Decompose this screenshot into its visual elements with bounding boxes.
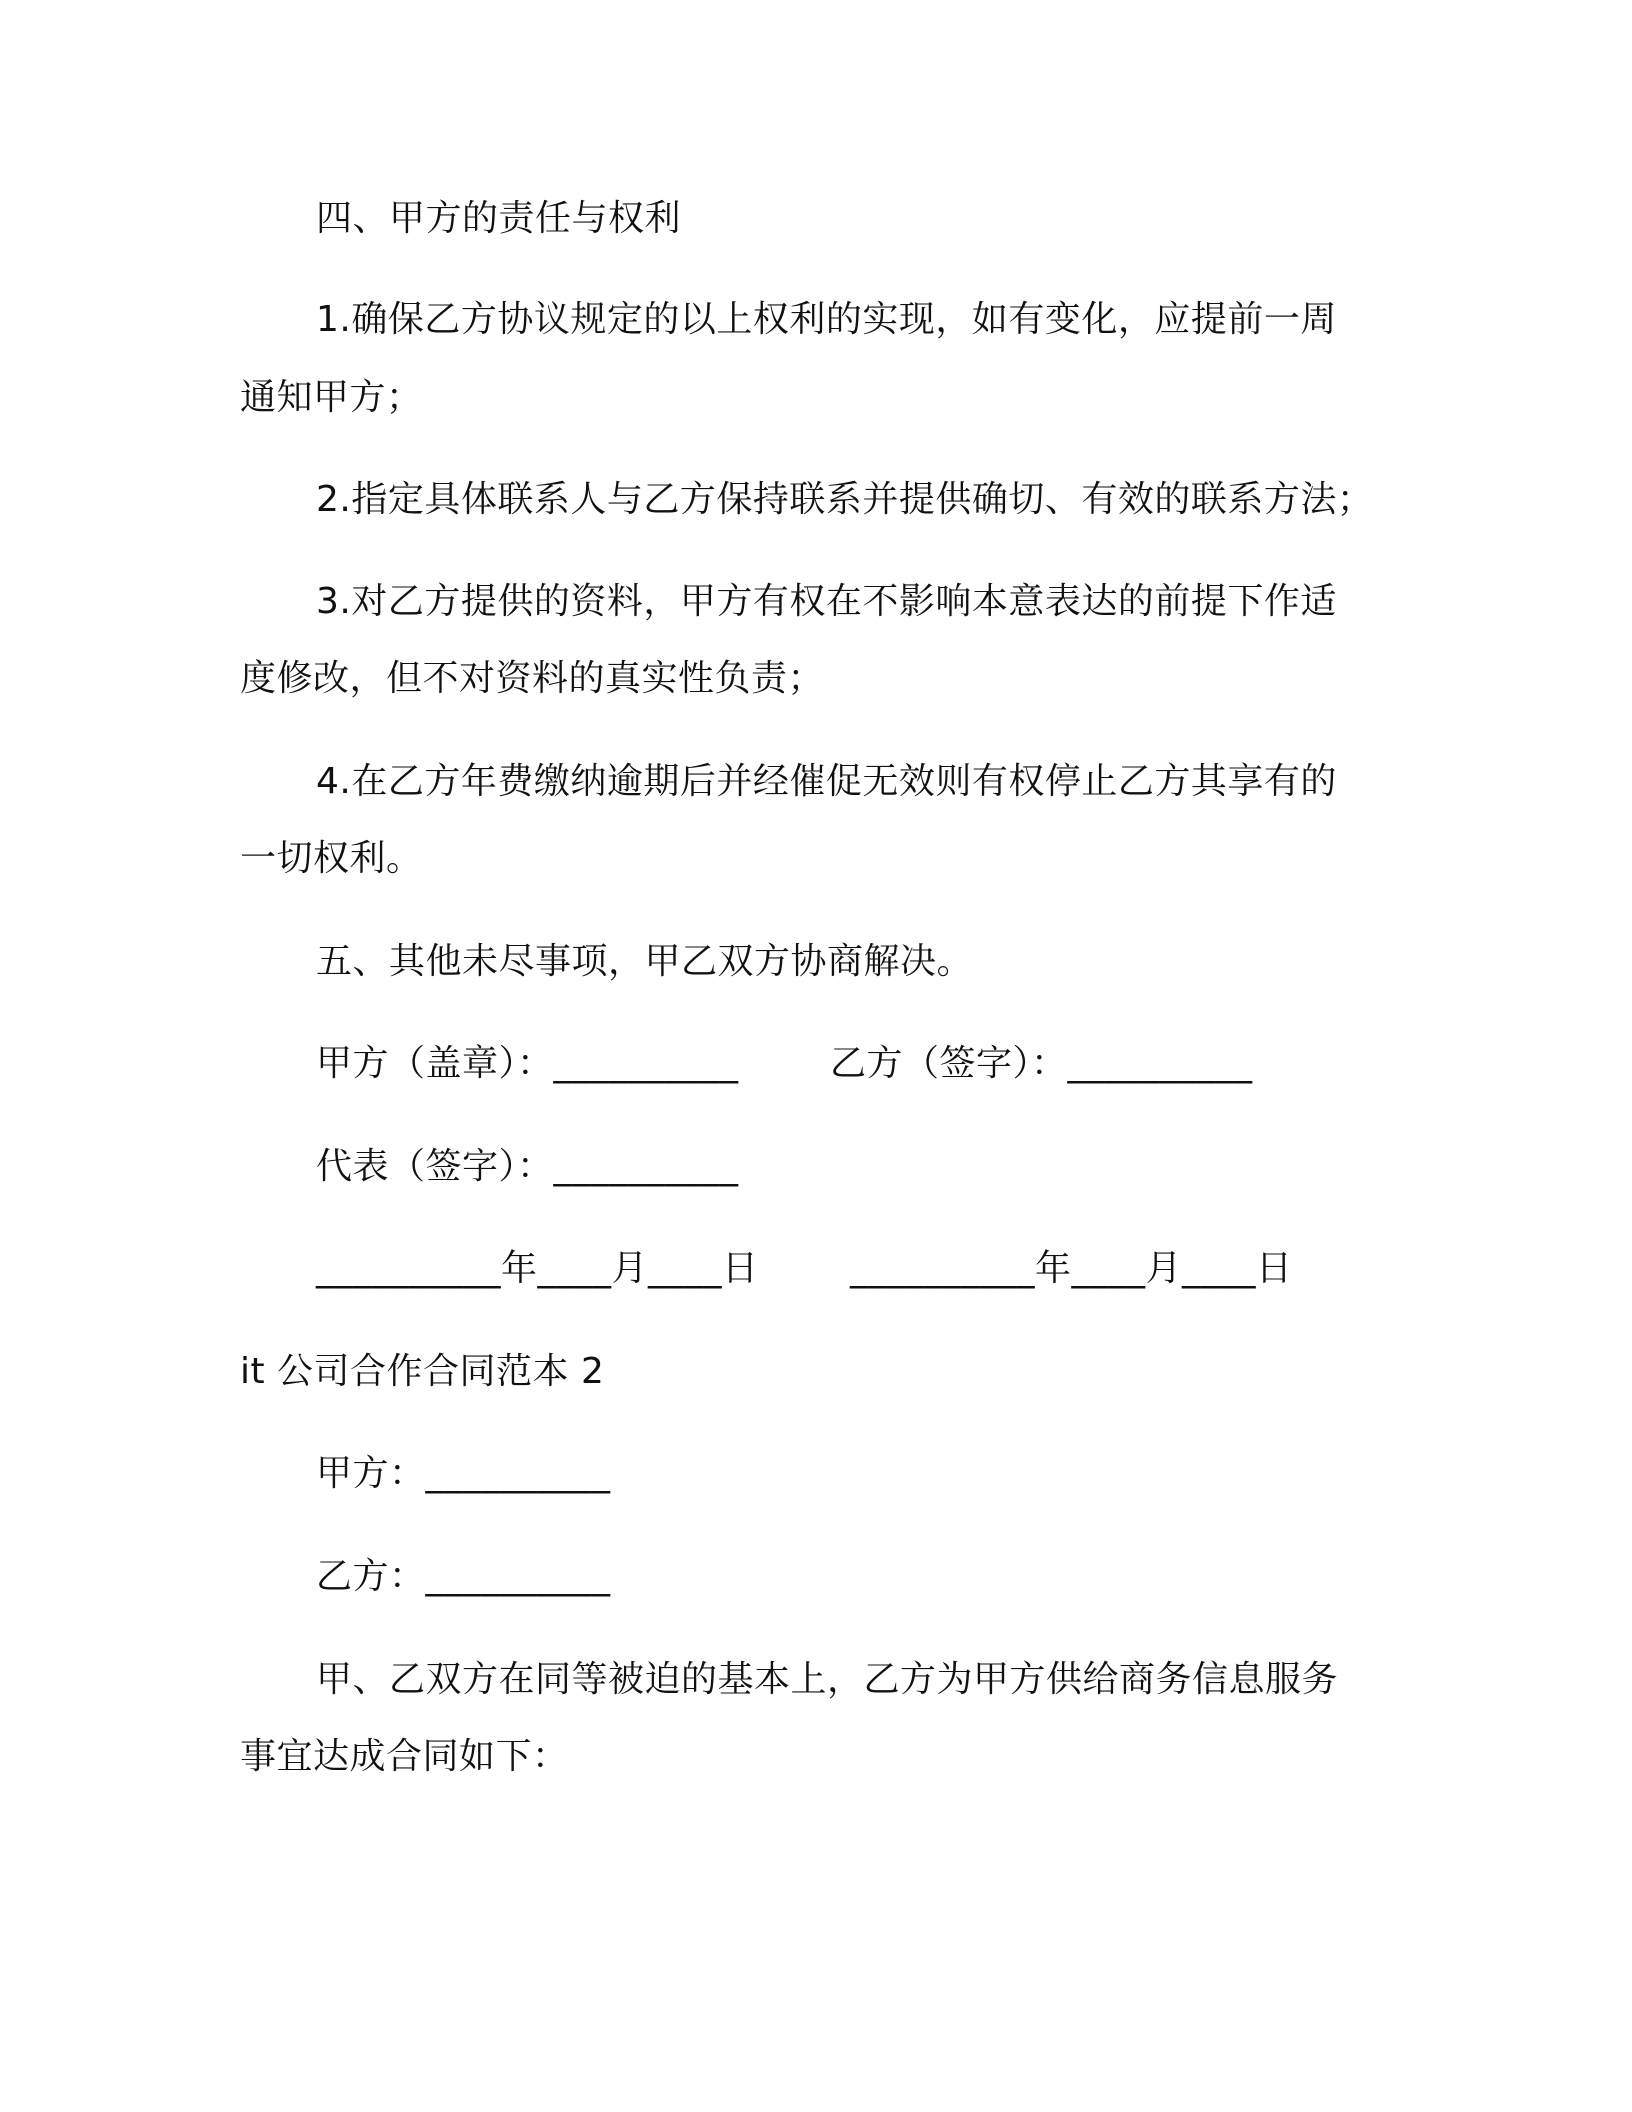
section-4-item-1-line-2: 通知甲方； xyxy=(240,377,423,418)
contract-2-intro-line-2: 事宜达成合同如下： xyxy=(240,1736,569,1777)
contract-2-party-a: 甲方：__________ xyxy=(316,1453,611,1494)
party-a-seal-line: 甲方（盖章）：__________ xyxy=(316,1043,739,1084)
section-4-item-4-line-2: 一切权利。 xyxy=(240,838,423,879)
contract-2-party-b: 乙方：__________ xyxy=(316,1556,611,1597)
section-4-heading: 四、甲方的责任与权利 xyxy=(316,198,682,239)
section-4-item-3-line-1: 3.对乙方提供的资料，甲方有权在不影响本意表达的前提下作适 xyxy=(316,581,1337,622)
contract-2-intro-line-1: 甲、乙双方在同等被迫的基本上，乙方为甲方供给商务信息服务 xyxy=(316,1659,1339,1700)
section-4-item-4-line-1: 4.在乙方年费缴纳逾期后并经催促无效则有权停止乙方其享有的 xyxy=(316,761,1337,802)
contract-2-title: it 公司合作合同范本 2 xyxy=(240,1351,605,1392)
representative-sign-line: 代表（签字）：__________ xyxy=(316,1146,739,1187)
section-4-item-2: 2.指定具体联系人与乙方保持联系并提供确切、有效的联系方法； xyxy=(316,479,1374,520)
section-4-item-1-line-1: 1.确保乙方协议规定的以上权利的实现，如有变化，应提前一周 xyxy=(316,299,1337,340)
date-line-left: __________年____月____日 xyxy=(316,1248,759,1289)
section-4-item-3-line-2: 度修改，但不对资料的真实性负责； xyxy=(240,658,825,699)
date-line-right: __________年____月____日 xyxy=(850,1248,1293,1289)
party-b-sign-line: 乙方（签字）：__________ xyxy=(830,1043,1253,1084)
section-5: 五、其他未尽事项，甲乙双方协商解决。 xyxy=(316,941,974,982)
